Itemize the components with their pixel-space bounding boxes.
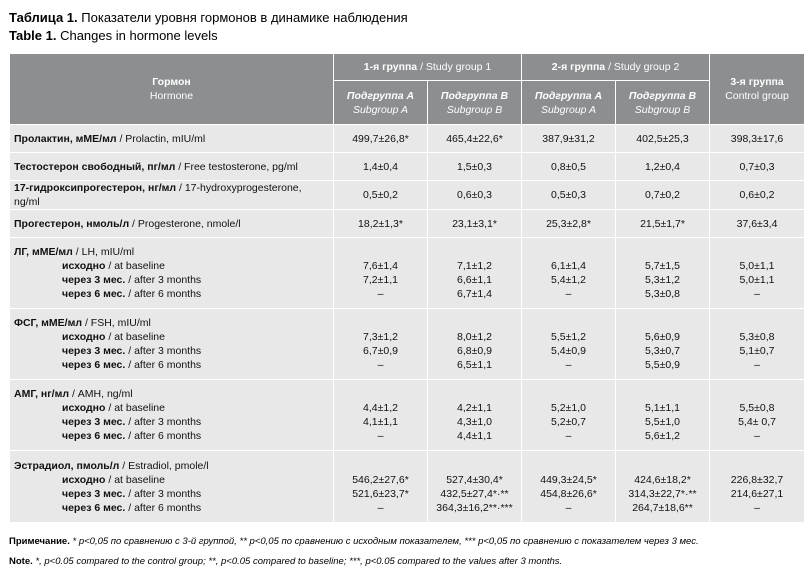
hormone-table xyxy=(9,53,805,523)
time-label-ru: через 3 мес. xyxy=(62,274,126,286)
cell-value: 23,1±3,1* xyxy=(428,210,522,238)
header-g2-subA xyxy=(522,81,616,125)
row-label xyxy=(10,238,334,309)
caption-text-en: Changes in hormone levels xyxy=(60,28,218,43)
row-label xyxy=(10,309,334,380)
cell-value xyxy=(522,380,616,451)
time-label-ru: через 6 мес. xyxy=(62,430,126,442)
value: 7,6±1,4 xyxy=(363,260,398,272)
subB-en: Subgroup B xyxy=(634,103,691,116)
value: 8,0±1,2 xyxy=(457,331,492,343)
time-label-en: / after 3 months xyxy=(128,274,202,286)
cell-value: 1,5±0,3 xyxy=(428,153,522,181)
table-row xyxy=(10,181,805,210)
header-group1 xyxy=(334,54,522,81)
value: 5,4± 0,7 xyxy=(738,416,776,428)
value: – xyxy=(754,430,760,442)
table-row xyxy=(10,380,805,451)
value: 4,4±1,2 xyxy=(363,402,398,414)
value: 364,3±16,2**·*** xyxy=(436,501,513,514)
cell-value xyxy=(522,238,616,309)
cell-value: 25,3±2,8* xyxy=(522,210,616,238)
table-note-en xyxy=(9,555,562,568)
row-label xyxy=(10,380,334,451)
value: – xyxy=(377,430,384,442)
value: 5,3±0,7 xyxy=(645,345,680,357)
value: 4,3±1,0 xyxy=(457,416,492,428)
value: 264,7±18,6** xyxy=(632,501,693,514)
cell-value xyxy=(616,451,710,523)
table-row xyxy=(10,309,805,380)
row-label-en: / AMH, ng/ml xyxy=(71,388,133,400)
value: – xyxy=(565,359,572,371)
row-label xyxy=(10,181,334,210)
header-g1-subA xyxy=(334,81,428,125)
value: – xyxy=(754,359,760,371)
value: 5,0±1,1 xyxy=(739,274,775,286)
cell-value xyxy=(522,309,616,380)
time-label-en: / after 6 months xyxy=(128,288,202,300)
time-label-en: / at baseline xyxy=(108,402,165,414)
value: – xyxy=(377,359,384,371)
time-label-ru: через 3 мес. xyxy=(62,345,126,357)
row-label-ru: 17-гидроксипрогестерон, нг/мл xyxy=(14,182,177,194)
cell-value xyxy=(334,380,428,451)
value: 214,6±27,1 xyxy=(730,487,784,500)
cell-value xyxy=(522,451,616,523)
value: 5,7±1,5 xyxy=(645,260,680,272)
value: 5,2±1,0 xyxy=(551,402,586,414)
header-hormone-en: Hormone xyxy=(149,90,194,102)
cell-value xyxy=(710,380,805,451)
caption-text-ru: Показатели уровня гормонов в динамике наблюдения xyxy=(81,10,408,25)
value: – xyxy=(754,501,760,514)
cell-value: 0,8±0,5 xyxy=(522,153,616,181)
row-label-ru: ФСГ, мМЕ/мл xyxy=(14,317,83,329)
value: 5,4±0,9 xyxy=(551,345,586,357)
cell-value xyxy=(428,451,522,523)
header-group2-en: / Study group 2 xyxy=(608,61,680,73)
value: 546,2±27,6* xyxy=(352,473,409,486)
value: – xyxy=(377,288,384,300)
value: 7,1±1,2 xyxy=(457,260,492,272)
cell-value: 1,4±0,4 xyxy=(334,153,428,181)
value: 6,7±1,4 xyxy=(457,288,492,300)
header-hormone-ru: Гормон xyxy=(152,76,191,88)
row-label-en: / Estradiol, pmole/l xyxy=(122,459,209,472)
value: – xyxy=(565,288,572,300)
row-label xyxy=(10,210,334,238)
value: 6,5±1,1 xyxy=(457,359,492,371)
header-group1-en: / Study group 1 xyxy=(420,61,492,73)
time-label-ru: через 6 мес. xyxy=(62,288,126,300)
row-label-ru: Пролактин, мМЕ/мл xyxy=(14,132,117,145)
time-label-ru: через 6 мес. xyxy=(62,359,126,371)
row-label-en: / Prolactin, mIU/ml xyxy=(119,132,206,145)
cell-value xyxy=(428,309,522,380)
cell-value: 402,5±25,3 xyxy=(616,125,710,153)
time-label-en: / after 3 months xyxy=(128,345,202,357)
row-label-ru: Эстрадиол, пмоль/л xyxy=(14,459,120,472)
value: 314,3±22,7*·** xyxy=(628,487,697,500)
value: 5,5±0,8 xyxy=(739,402,775,414)
cell-value xyxy=(616,238,710,309)
value: 6,7±0,9 xyxy=(363,345,398,357)
row-label-ru: Прогестерон, нмоль/л xyxy=(14,217,130,230)
subA-en: Subgroup A xyxy=(540,103,597,116)
value: 5,5±1,0 xyxy=(645,416,680,428)
table-note-ru xyxy=(9,535,699,548)
time-label-en: / at baseline xyxy=(108,260,165,272)
value: 5,0±1,1 xyxy=(739,260,775,272)
value: 4,2±1,1 xyxy=(457,402,492,414)
value: 6,8±0,9 xyxy=(457,345,492,357)
cell-value xyxy=(334,451,428,523)
time-label-ru: исходно xyxy=(62,402,106,414)
value: – xyxy=(565,501,572,514)
time-label-ru: исходно xyxy=(62,473,106,486)
table-row xyxy=(10,451,805,523)
row-label-en: / FSH, mIU/ml xyxy=(84,317,151,329)
subB-ru: Подгруппа В xyxy=(628,89,697,102)
value: 5,2±0,7 xyxy=(551,416,586,428)
cell-value: 21,5±1,7* xyxy=(616,210,710,238)
table-row xyxy=(10,238,805,309)
time-label-en: / after 3 months xyxy=(128,487,202,500)
row-label xyxy=(10,451,334,523)
value: 449,3±24,5* xyxy=(540,473,597,486)
table-row xyxy=(10,125,805,153)
value: 5,3±0,8 xyxy=(645,288,680,300)
table-caption-ru xyxy=(9,10,408,26)
subA-ru: Подгруппа А xyxy=(534,89,603,102)
cell-value xyxy=(428,238,522,309)
value: 521,6±23,7* xyxy=(352,487,409,500)
value: 454,8±26,6* xyxy=(540,487,597,500)
cell-value xyxy=(710,238,805,309)
value: 5,6±1,2 xyxy=(645,430,680,442)
value: 5,5±1,2 xyxy=(551,331,586,343)
time-label-en: / after 6 months xyxy=(128,501,202,514)
row-label-en: / 17-hydroxyprogesterone, ng/ml xyxy=(14,182,302,208)
value: 226,8±32,7 xyxy=(730,473,784,486)
subA-en: Subgroup A xyxy=(352,103,409,116)
value: 424,6±18,2* xyxy=(634,473,691,486)
cell-value: 0,7±0,3 xyxy=(710,153,805,181)
value: 5,6±0,9 xyxy=(645,331,680,343)
header-group3 xyxy=(710,54,805,125)
time-label-en: / after 6 months xyxy=(128,359,202,371)
row-label-en: / Progesterone, nmole/l xyxy=(132,217,241,230)
cell-value: 0,5±0,3 xyxy=(522,181,616,210)
value: 5,3±0,8 xyxy=(739,331,775,343)
time-label-en: / after 3 months xyxy=(128,416,202,428)
value: 7,3±1,2 xyxy=(363,331,398,343)
time-label-ru: через 6 мес. xyxy=(62,501,126,514)
time-label-ru: исходно xyxy=(62,260,106,272)
note-label-ru: Примечание. xyxy=(9,536,70,547)
header-hormone xyxy=(10,54,334,125)
time-label-ru: через 3 мес. xyxy=(62,416,126,428)
cell-value: 499,7±26,8* xyxy=(334,125,428,153)
value: 5,1±0,7 xyxy=(739,345,775,357)
value: 6,6±1,1 xyxy=(457,274,492,286)
subA-ru: Подгруппа А xyxy=(346,89,415,102)
cell-value xyxy=(710,451,805,523)
table-caption-en xyxy=(9,28,218,44)
time-label-ru: через 3 мес. xyxy=(62,487,126,500)
time-label-ru: исходно xyxy=(62,331,106,343)
value: – xyxy=(754,288,760,300)
cell-value: 0,5±0,2 xyxy=(334,181,428,210)
cell-value xyxy=(616,309,710,380)
value: 5,4±1,2 xyxy=(551,274,586,286)
row-label-en: / Free testosterone, pg/ml xyxy=(178,160,298,173)
note-text-ru: * p<0,05 по сравнению с 3-й группой, ** p<0,05 по сравнению с исходным показателем, *** p<0,05 по сравнению с показателем через 3 мес. xyxy=(72,536,699,547)
cell-value: 398,3±17,6 xyxy=(710,125,805,153)
time-label-en: / after 6 months xyxy=(128,430,202,442)
value: – xyxy=(377,501,384,514)
header-g1-subB xyxy=(428,81,522,125)
header-group3-en: Control group xyxy=(725,90,789,102)
header-group2-ru: 2-я группа xyxy=(551,61,606,73)
cell-value: 0,7±0,2 xyxy=(616,181,710,210)
cell-value: 0,6±0,3 xyxy=(428,181,522,210)
value: 5,3±1,2 xyxy=(645,274,680,286)
cell-value: 1,2±0,4 xyxy=(616,153,710,181)
header-group1-ru: 1-я группа xyxy=(363,61,418,73)
time-label-en: / at baseline xyxy=(108,331,165,343)
value: 5,1±1,1 xyxy=(645,402,680,414)
cell-value: 0,6±0,2 xyxy=(710,181,805,210)
row-label-ru: Тестостерон свободный, пг/мл xyxy=(14,160,176,173)
table-row xyxy=(10,210,805,238)
header-g2-subB xyxy=(616,81,710,125)
cell-value xyxy=(334,238,428,309)
cell-value: 37,6±3,4 xyxy=(710,210,805,238)
subB-en: Subgroup B xyxy=(446,103,503,116)
cell-value: 387,9±31,2 xyxy=(522,125,616,153)
cell-value: 18,2±1,3* xyxy=(334,210,428,238)
value: 527,4±30,4* xyxy=(446,473,503,486)
cell-value xyxy=(334,309,428,380)
header-group2 xyxy=(522,54,710,81)
row-label-ru: ЛГ, мМЕ/мл xyxy=(14,246,73,258)
value: 7,2±1,1 xyxy=(363,274,398,286)
value: 6,1±1,4 xyxy=(551,260,586,272)
time-label-en: / at baseline xyxy=(108,473,165,486)
value: 4,1±1,1 xyxy=(363,416,398,428)
row-label-en: / LH, mIU/ml xyxy=(75,246,135,258)
cell-value xyxy=(710,309,805,380)
subB-ru: Подгруппа В xyxy=(440,89,509,102)
table-row xyxy=(10,153,805,181)
value: 432,5±27,4*·** xyxy=(440,487,509,500)
caption-label-ru: Таблица 1. xyxy=(9,10,78,25)
note-text-en: *, p<0.05 compared to the control group; **, p<0.05 compared to baseline; ***, p<0.05 compared to the values after 3 months. xyxy=(35,556,563,567)
row-label xyxy=(10,125,334,153)
value: – xyxy=(565,430,572,442)
caption-label-en: Table 1. xyxy=(9,28,57,43)
row-label xyxy=(10,153,334,181)
header-group3-ru: 3-я группа xyxy=(730,76,784,88)
value: 5,5±0,9 xyxy=(645,359,680,371)
note-label-en: Note. xyxy=(9,556,33,567)
row-label-ru: АМГ, нг/мл xyxy=(14,388,70,400)
cell-value xyxy=(616,380,710,451)
cell-value: 465,4±22,6* xyxy=(428,125,522,153)
value: 4,4±1,1 xyxy=(457,430,492,442)
cell-value xyxy=(428,380,522,451)
